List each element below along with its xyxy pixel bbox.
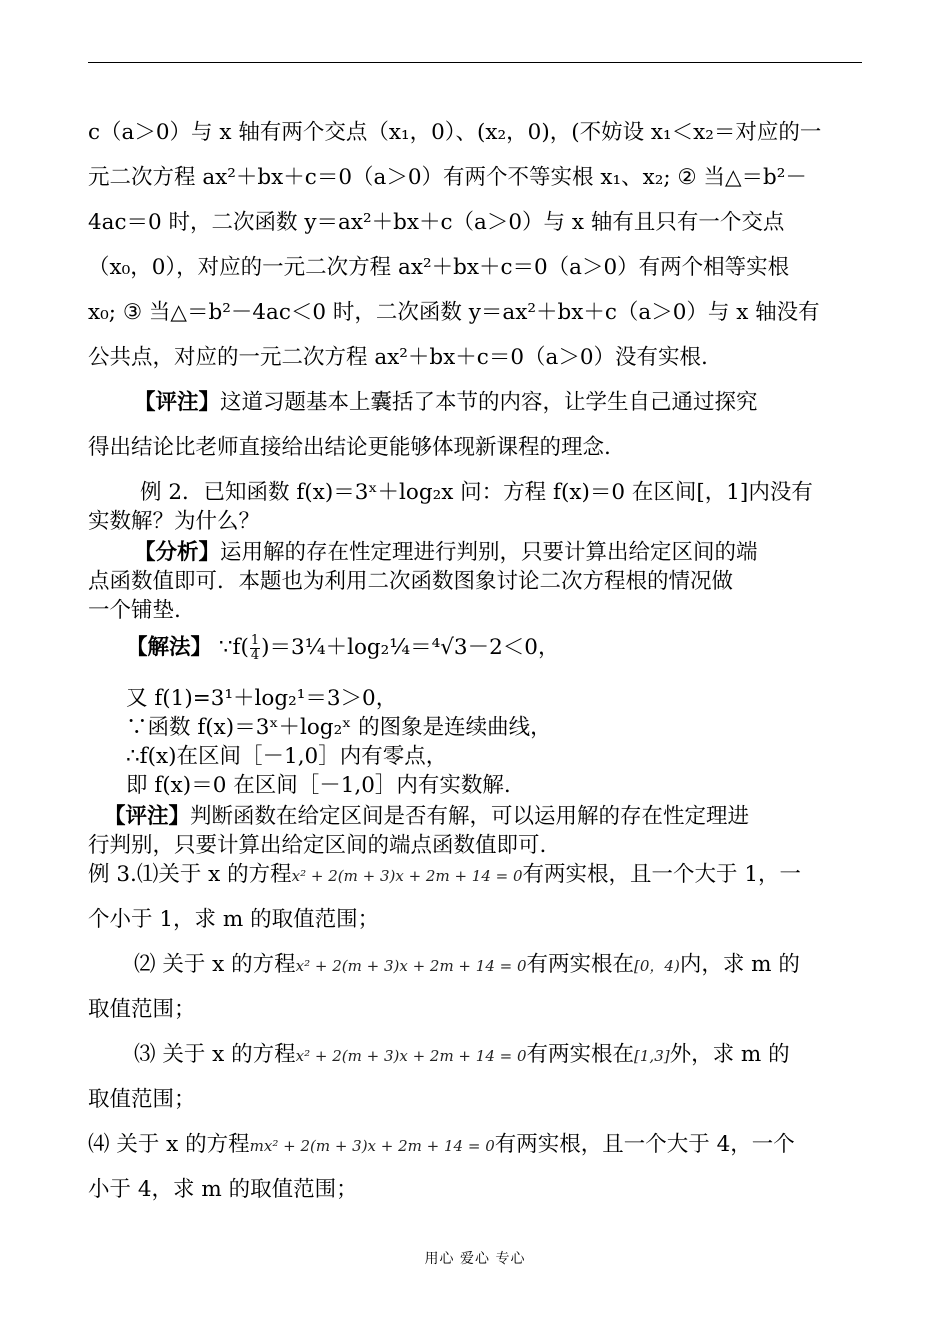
solution-heading: 【解法】 <box>126 635 213 660</box>
text-line: 元二次方程 ax²＋bx＋c＝0（a＞0）有两个不等实根 x₁、x₂; ② 当△＝b²－ <box>88 165 807 190</box>
text-span: ⑵ 关于 x 的方程 <box>134 952 296 977</box>
solution-line: ∴f(x)在区间［－1,0］内有零点， <box>126 744 448 769</box>
solution-because: ∵f( <box>218 635 249 660</box>
solution-line: 又 f(1)=3¹＋log₂¹＝3＞0， <box>126 686 398 711</box>
text-span: ⑷ 关于 x 的方程 <box>88 1132 250 1157</box>
comment-text: 这道习题基本上囊括了本节的内容，让学生自己通过探究 <box>220 390 758 415</box>
text-line: c（a＞0）与 x 轴有两个交点（x₁，0）、(x₂，0)，(不妨设 x₁＜x₂＝对应的一 <box>88 120 822 145</box>
text-span: 有两实根在 <box>526 1042 635 1067</box>
text-span: 有两实根，且一个大于 1，一 <box>522 862 802 887</box>
text-line: 得出结论比老师直接给出结论更能够体现新课程的理念. <box>88 435 611 460</box>
solution-line: 即 f(x)＝0 在区间［－1,0］内有实数解. <box>126 773 511 798</box>
text-line: 4ac＝0 时，二次函数 y＝ax²＋bx＋c（a＞0）与 x 轴有且只有一个交点 <box>88 210 785 235</box>
text-span: 例 3.⑴关于 x 的方程 <box>88 862 292 887</box>
text-line: 一个铺垫. <box>88 598 181 623</box>
example-3-part-4 <box>88 1130 795 1161</box>
analysis-paragraph <box>134 538 758 568</box>
comment-paragraph <box>104 802 749 832</box>
example-2-heading: 例 2．已知函数 f(x)＝3ˣ＋log₂x 问：方程 f(x)＝0 在区间[，1]内没有 <box>140 480 813 505</box>
example-3-part-2 <box>134 950 800 981</box>
header-rule <box>88 62 862 63</box>
text-line: 公共点，对应的一元二次方程 ax²＋bx＋c＝0（a＞0）没有实根. <box>88 345 708 370</box>
example-3-part-3 <box>134 1040 790 1071</box>
text-span: 有两实根，且一个大于 4，一个 <box>494 1132 795 1157</box>
text-span: 外，求 m 的 <box>669 1042 790 1067</box>
solution-line: ∵函数 f(x)＝3ˣ＋log₂ˣ 的图象是连续曲线， <box>126 715 552 740</box>
comment-heading: 【评注】 <box>134 390 221 415</box>
text-line: 取值范围； <box>88 997 196 1022</box>
interval-formula: [0，4) <box>634 957 680 975</box>
text-span: ⑶ 关于 x 的方程 <box>134 1042 296 1067</box>
analysis-heading: 【分析】 <box>134 540 221 565</box>
fraction-numerator: 1 <box>250 632 260 648</box>
text-line: 小于 4，求 m 的取值范围； <box>88 1177 358 1202</box>
text-span: 有两实根在 <box>526 952 635 977</box>
solution-rest: )＝3¼＋log₂¼＝⁴√3－2＜0， <box>261 635 560 660</box>
analysis-text: 运用解的存在性定理进行判别，只要计算出给定区间的端 <box>220 540 758 565</box>
solution-line <box>126 633 559 663</box>
interval-formula: [1,3] <box>634 1047 670 1065</box>
equation-formula: x² + 2(m + 3)x + 2m + 14 = 0 <box>291 867 523 885</box>
text-line: （x₀，0），对应的一元二次方程 ax²＋bx＋c＝0（a＞0）有两个相等实根 <box>88 255 790 280</box>
text-line: 实数解？为什么？ <box>88 509 261 534</box>
text-line: 个小于 1，求 m 的取值范围； <box>88 907 380 932</box>
text-span: 内，求 m 的 <box>679 952 800 977</box>
page-footer: 用心 爱心 专心 <box>424 1251 526 1267</box>
text-line: x₀; ③ 当△＝b²－4ac＜0 时，二次函数 y＝ax²＋bx＋c（a＞0）与 x 轴没有 <box>88 300 820 325</box>
comment-paragraph <box>134 388 758 418</box>
equation-formula: x² + 2(m + 3)x + 2m + 14 = 0 <box>295 957 527 975</box>
text-line: 行判别，只要计算出给定区间的端点函数值即可. <box>88 833 547 858</box>
text-line: 点函数值即可．本题也为利用二次函数图象讨论二次方程根的情况做 <box>88 569 734 594</box>
fraction-denominator: 4 <box>250 647 260 663</box>
example-3-part-1 <box>88 860 801 891</box>
comment-heading: 【评注】 <box>104 804 191 829</box>
equation-formula: mx² + 2(m + 3)x + 2m + 14 = 0 <box>249 1137 495 1155</box>
equation-formula: x² + 2(m + 3)x + 2m + 14 = 0 <box>295 1047 527 1065</box>
comment-text: 判断函数在给定区间是否有解，可以运用解的存在性定理进 <box>190 804 750 829</box>
text-line: 取值范围； <box>88 1087 196 1112</box>
fraction-one-quarter <box>250 634 260 663</box>
